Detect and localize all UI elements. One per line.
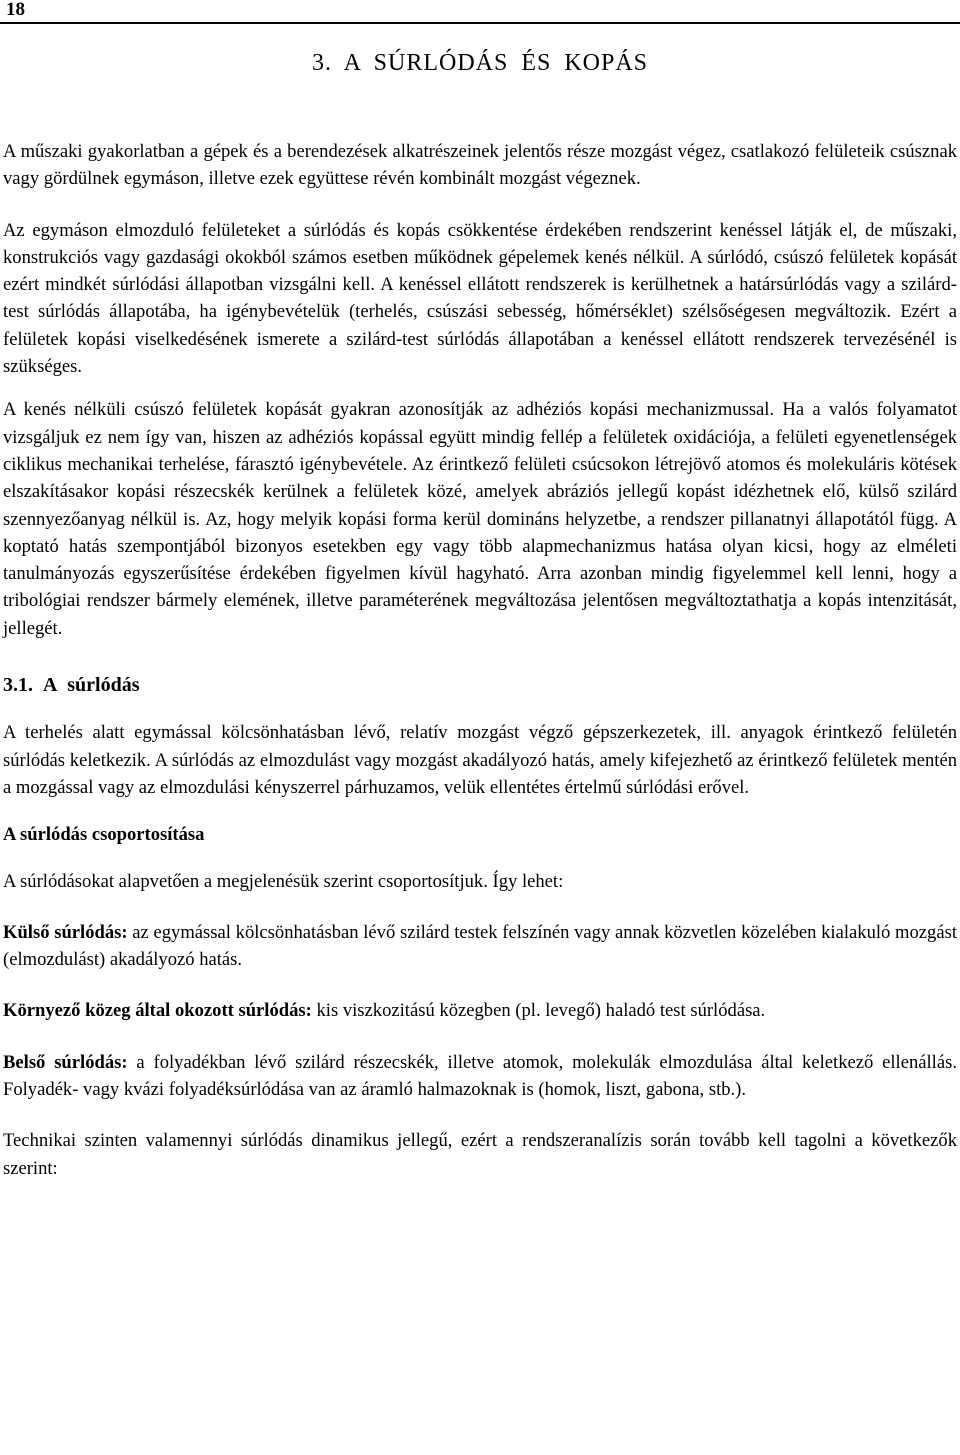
definition-external-friction: az egymással kölcsönhatásban lévő szilárd testek felszínén vagy annak közvetlen közelében kialakuló mozgást (elmozdulást) akadályozó hatás.	[3, 921, 957, 971]
section-title: 3.1. A súrlódás	[3, 674, 140, 697]
subheading-grouping: A súrlódás csoportosítása	[3, 824, 205, 846]
header-rule	[0, 22, 960, 24]
paragraph-wear-mechanisms: A kenés nélküli csúszó felületek kopását gyakran azonosítják az adhéziós kopási mechanizmussal. Ha a valós folyamatot vizsgáljuk ez nem így van, hiszen az adhéziós kopással együtt mindig fellép a felületek oxidációja, a felületi egyenetlenségek ciklikus mechanikai terhelése, fárasztó igénybevétele. Az érintkező felületi csúcsokon létrejövő atomos és molekuláris kötések elszakításakor kopási részecskék kerülnek a felületek közé, amelyek abráziós jellegű kopást idézhetnek elő, külső szilárd szennyezőanyag nélkül is. Az, hogy melyik kopási forma kerül domináns helyzetbe, a rendszer pillanatnyi állapotától függ. A koptató hatás szempontjából bizonyos esetekben egy vagy több alapmechanizmus hatása olyan kicsi, hogy az elméleti tanulmányozás egyszerűsítése érdekében figyelmen kívül hagyható. Arra azonban mindig figyelemmel kell lenni, hogy a tribológiai rendszer bármely elemének, illetve paraméterének megváltozása jelentősen megváltoztathatja a kopás intenzitását, jellegét.	[3, 399, 957, 639]
chapter-title: 3. A SÚRLÓDÁS ÉS KOPÁS	[311, 50, 649, 76]
paragraph-grouping-intro: A súrlódásokat alapvetően a megjelenésük szerint csoportosítjuk. Így lehet:	[3, 870, 564, 892]
term-medium-friction: Környező közeg által okozott súrlódás:	[3, 1000, 312, 1022]
definition-internal-friction: a folyadékban lévő szilárd részecskék, illetve atomok, molekulák elmozdulása által keletkező ellenállás. Folyadék- vagy kvázi folyadéksúrlódása van az áramló halmazoknak is (homok, liszt, gabona, stb.).	[3, 1051, 957, 1101]
list-item-internal-friction	[3, 1049, 957, 1104]
definition-medium-friction: kis viszkozitású közegben (pl. levegő) haladó test súrlódása.	[311, 1000, 766, 1022]
paragraph-friction-definition: A terhelés alatt egymással kölcsönhatásban lévő, relatív mozgást végző gépszerkezetek, ill. anyagok érintkező felületén súrlódás keletkezik. A súrlódás az elmozdulást vagy mozgást akadályozó hatás, amely kifejezhető az érintkező felületek mentén a mozgással vagy az elmozdulási kényszerrel párhuzamos, velük ellentétes értelmű súrlódási erővel.	[3, 722, 957, 798]
document-body	[3, 138, 957, 1182]
term-external-friction: Külső súrlódás:	[3, 921, 128, 943]
page-number: 18	[6, 0, 25, 20]
paragraph-closing: Technikai szinten valamennyi súrlódás dinamikus jellegű, ezért a rendszeranalízis során tovább kell tagolni a következők szerint:	[3, 1130, 957, 1179]
paragraph-intro: A műszaki gyakorlatban a gépek és a berendezések alkatrészeinek jelentős része mozgást végez, csatlakozó felületeik csúsznak vagy gördülnek egymáson, illetve ezek együttese révén kombinált mozgást végeznek.	[3, 141, 957, 190]
list-item-external-friction	[3, 919, 957, 974]
list-item-medium-friction	[3, 997, 957, 1024]
term-internal-friction: Belső súrlódás:	[3, 1051, 128, 1073]
paragraph-lubrication: Az egymáson elmozduló felületeket a súrlódás és kopás csökkentése érdekében rendszerint kenéssel látják el, de műszaki, konstrukciós vagy gazdasági okokból számos esetben működnek gépelemek kenés nélkül. A súrlódó, csúszó felületek kopását ezért mindkét súrlódási állapotban vizsgálni kell. A kenéssel ellátott rendszerek is kerülhetnek a határsúrlódás vagy a szilárd-test súrlódás állapotába, ha igénybevételük (terhelés, csúszási sebesség, hőmérséklet) szélsőségesen megváltozik. Ezért a felületek kopási viselkedésének ismerete a szilárd-test súrlódás állapotában a kenéssel ellátott rendszerek tervezésénél is szükséges.	[3, 219, 957, 378]
page-header	[0, 0, 960, 20]
